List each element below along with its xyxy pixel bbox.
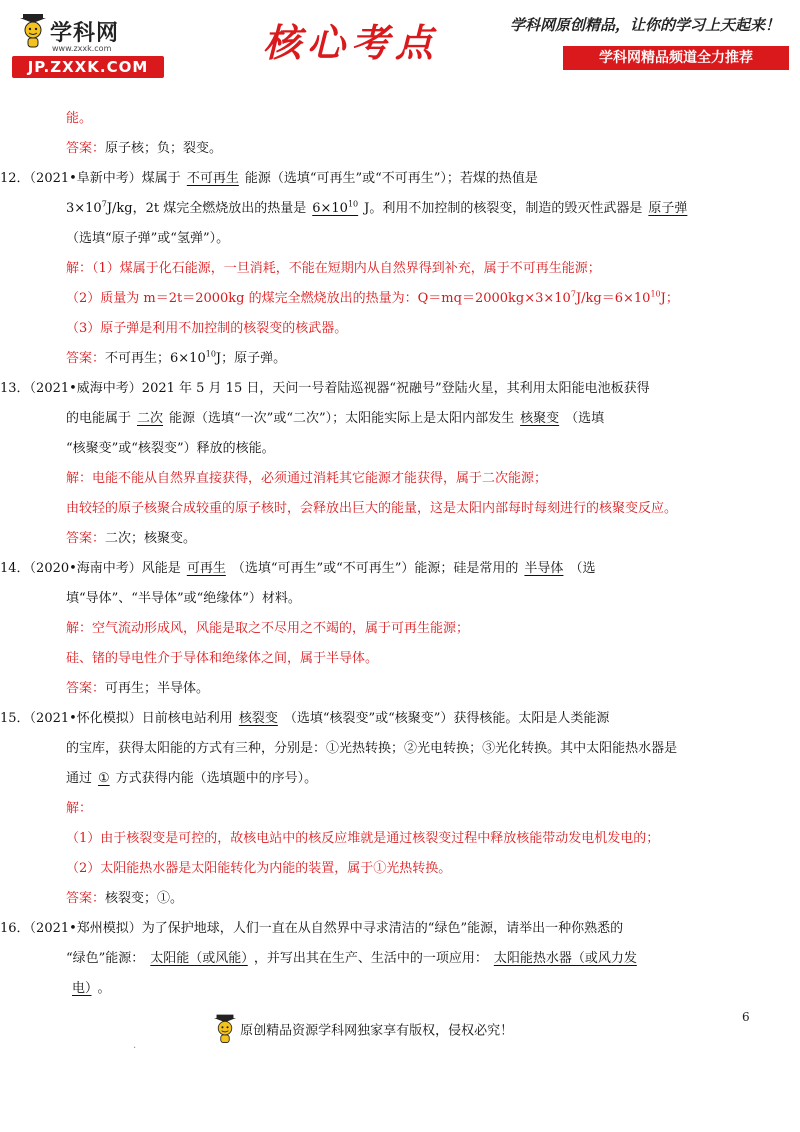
solution-text: （2）太阳能热水器是太阳能转化为内能的装置，属于 — [66, 861, 374, 876]
footer — [214, 1014, 513, 1054]
solution-text: （2）质量为 m＝2t＝2000kg 的煤完全燃烧放出的热量为：Q＝mq＝2000kg×3×10 — [66, 291, 571, 306]
circled-number: ① — [373, 861, 387, 876]
question-line: “核聚变”或“核裂变”）释放的核能。 — [66, 441, 275, 456]
question-text: J。利用不加控制的核裂变，制造的毁灭性武器是 — [364, 201, 643, 216]
blank-answer: 半导体 — [524, 561, 564, 576]
page-number: 6 — [742, 1010, 750, 1024]
question-number: 13． — [0, 381, 30, 396]
question-text: 能源（选填“可再生”或“不可再生”）；若煤的热值是 — [244, 171, 538, 186]
superscript: 10 — [650, 289, 661, 299]
answer-label: 答案： — [66, 351, 106, 366]
superscript: 10 — [347, 199, 359, 209]
question-text: 光电转换； — [417, 741, 483, 756]
answer-text: 不可再生；6×10 — [105, 351, 206, 366]
question-text: （选填 — [565, 411, 605, 426]
footer-dot: . — [133, 1040, 137, 1051]
circled-number: ① — [326, 741, 340, 756]
blank-answer: 原子弹 — [648, 201, 688, 216]
brand-name: 学科网 — [50, 21, 120, 46]
question-text: 光化转换。其中太阳能热水器是 — [495, 741, 678, 756]
blank-answer — [306, 201, 364, 216]
document-body — [0, 104, 766, 1004]
superscript: 7 — [101, 199, 107, 209]
solution-text: J/kg＝6×10 — [575, 291, 651, 306]
question-text: 的电能属于 — [66, 411, 132, 426]
blank-answer: 可再生 — [186, 561, 226, 576]
solution-line: 硅、锗的导电性介于导体和绝缘体之间，属于半导体。 — [66, 651, 379, 666]
solution-line — [66, 284, 766, 314]
answer-label: 答案： — [66, 681, 106, 696]
question-text: 的宝库，获得太阳能的方式有三种，分别是： — [66, 741, 327, 756]
question-text: 光热转换； — [339, 741, 405, 756]
question-number: 14． — [0, 561, 30, 576]
superscript: 7 — [570, 289, 576, 299]
answer-text: 二次；核聚变。 — [105, 531, 197, 546]
blank-answer: 电） — [72, 981, 92, 996]
mascot-icon — [214, 1014, 236, 1044]
question-text: （2021•阜新中考）煤属于 — [29, 171, 181, 186]
answer-label: 答案： — [66, 531, 106, 546]
question-text: （2021•怀化模拟）日前核电站利用 — [29, 711, 233, 726]
question-number: 15． — [0, 711, 30, 726]
answer-text: J；原子弹。 — [215, 351, 287, 366]
page-header — [0, 0, 800, 95]
question-text: （选填“可再生”或“不可再生”）能源；硅是常用的 — [231, 561, 519, 576]
zxxk-logo[interactable] — [12, 12, 162, 76]
copyright-text: 原创精品资源学科网独家享有版权，侵权必究！ — [240, 1023, 514, 1039]
answer-line — [66, 134, 766, 164]
answer-label: 答案： — [66, 891, 106, 906]
solution-line: 解：（1）煤属于化石能源，一旦消耗，不能在短期内从自然界得到补充，属于不可再生能源； — [66, 261, 601, 276]
question-line — [66, 974, 766, 1004]
blank-answer: 核聚变 — [520, 411, 560, 426]
circled-number: ① — [157, 891, 171, 906]
blank-answer: 核裂变 — [238, 711, 278, 726]
question-13 — [0, 374, 766, 404]
question-text: 。 — [97, 981, 111, 996]
solution-line: （3）原子弹是利用不加控制的核裂变的核武器。 — [66, 321, 348, 336]
question-text: 3×10 — [66, 201, 102, 216]
solution-line: 解：空气流动形成风，风能是取之不尽用之不竭的，属于可再生能源； — [66, 621, 470, 636]
question-text: 方式获得内能（选填题中的序号）。 — [115, 771, 318, 786]
question-text: （选填“核裂变”或“核聚变”）获得核能。太阳是人类能源 — [283, 711, 610, 726]
question-text: （2021•郑州模拟）为了保护地球，人们一直在从自然界中寻求清洁的“绿色”能源，请举出一种你熟悉的 — [29, 921, 624, 936]
solution-text: 光热转换。 — [386, 861, 452, 876]
question-text: 能源（选填“一次”或“二次”）；太阳能实际上是太阳内部发生 — [169, 411, 515, 426]
answer-label: 答案： — [66, 141, 106, 156]
question-number: 12． — [0, 171, 30, 186]
blank-answer: 二次 — [137, 411, 164, 426]
question-text: （选 — [569, 561, 596, 576]
answer-line — [66, 344, 766, 374]
question-text: “绿色”能源： — [66, 951, 145, 966]
question-line — [66, 764, 766, 794]
answer-text: 核裂变； — [105, 891, 158, 906]
text-line: 能。 — [66, 111, 93, 126]
question-number: 16． — [0, 921, 30, 936]
slogan: 学科网原创精品，让你的学习上天起来！ — [510, 16, 781, 34]
channel-banner: 学科网精品频道全力推荐 — [563, 46, 789, 70]
blank-answer: 不可再生 — [186, 171, 239, 186]
solution-line: 解：电能不能从自然界直接获得，必须通过消耗其它能源才能获得，属于二次能源； — [66, 471, 548, 486]
question-line — [66, 944, 766, 974]
answer-line — [66, 674, 766, 704]
question-line — [66, 194, 766, 224]
blank-answer: 太阳能（或风能） — [150, 951, 248, 966]
solution-line: 解： — [66, 801, 93, 816]
domain-bar: JP.ZXXK.COM — [12, 56, 164, 78]
blank-answer: ① — [98, 771, 110, 786]
answer-text: 。 — [170, 891, 184, 906]
answer-text: 原子核；负；裂变。 — [105, 141, 223, 156]
circled-number: ② — [404, 741, 418, 756]
site-url: www.zxxk.com — [52, 44, 112, 53]
question-line — [66, 404, 766, 434]
question-text: （2020•海南中考）风能是 — [29, 561, 181, 576]
circled-number: ③ — [482, 741, 496, 756]
solution-text: J； — [660, 291, 679, 306]
answer-line — [66, 884, 766, 914]
question-text: 通过 — [66, 771, 93, 786]
solution-line: 由较轻的原子核聚合成较重的原子核时，会释放出巨大的能量，这是太阳内部每时每刻进行的核聚变反应。 — [66, 501, 678, 516]
question-text: （2021•威海中考）2021 年 5 月 15 日，天问一号着陆巡视器“祝融号”登陆火星，其利用太阳能电池板获得 — [29, 381, 650, 396]
blank-answer: 太阳能热水器（或风力发 — [493, 951, 637, 966]
question-line — [66, 734, 766, 764]
answer-line — [66, 524, 766, 554]
question-14 — [0, 554, 766, 584]
mascot-icon — [20, 14, 46, 48]
answer-text: 可再生；半导体。 — [105, 681, 210, 696]
question-text: ，并写出其在生产、生活中的一项应用： — [253, 951, 488, 966]
question-15 — [0, 704, 766, 734]
question-16 — [0, 914, 766, 944]
solution-line: （1）由于核裂变是可控的，故核电站中的核反应堆就是通过核裂变过程中释放核能带动发电机发电的； — [66, 831, 660, 846]
solution-line — [66, 854, 766, 884]
page-title: 核心考点 — [263, 21, 440, 65]
superscript: 10 — [205, 349, 216, 359]
question-12 — [0, 164, 766, 194]
question-line: 填“导体”、“半导体”或“绝缘体”）材料。 — [66, 591, 301, 606]
question-line: （选填“原子弹”或“氢弹”）。 — [66, 231, 230, 246]
question-text: J/kg，2t 煤完全燃烧放出的热量是 — [106, 201, 307, 216]
blank-text: 6×10 — [312, 201, 348, 216]
